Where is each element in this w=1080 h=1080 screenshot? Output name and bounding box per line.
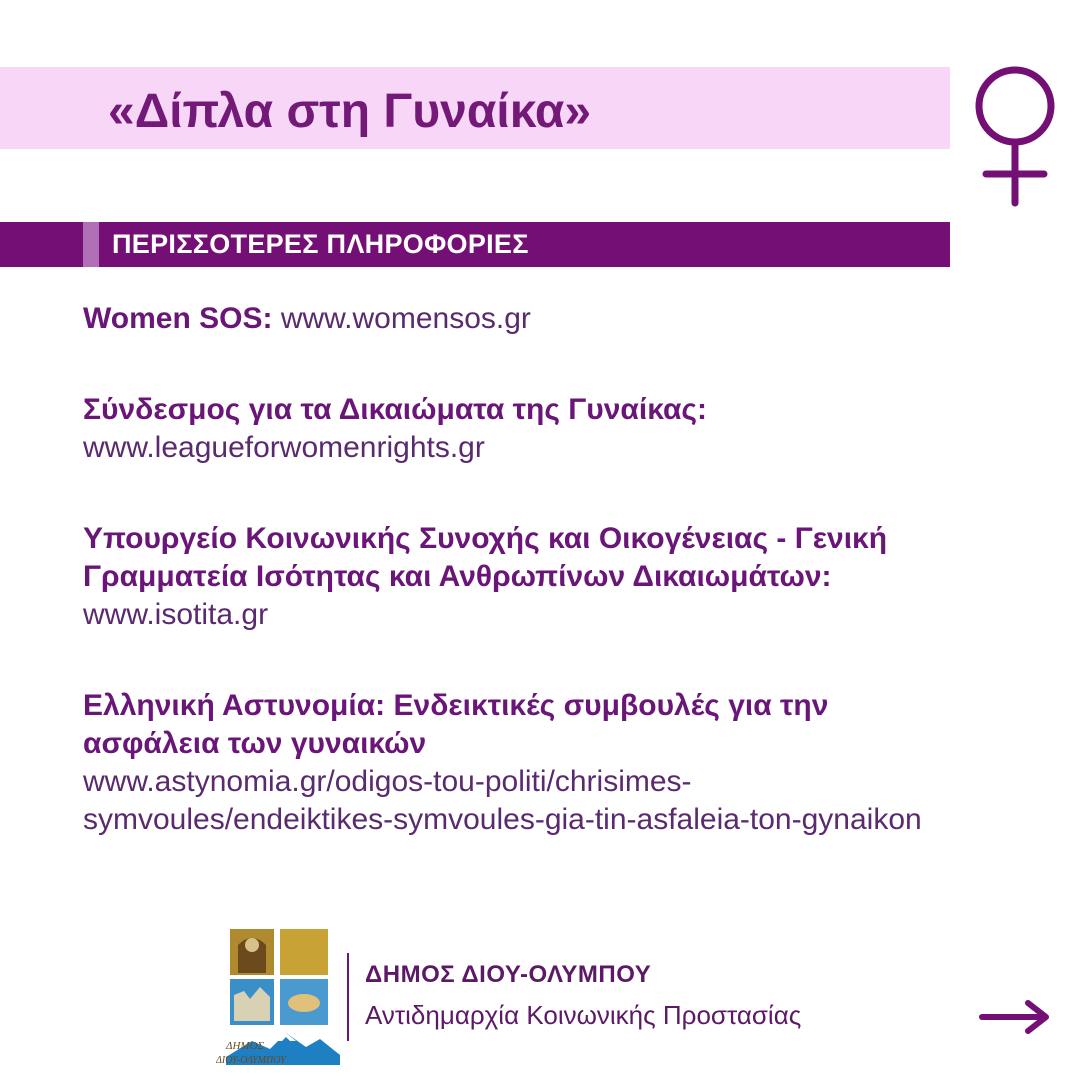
entry-link[interactable]: www.astynomia.gr/odigos-tou-politi/chrisimes-symvoules/endeiktikes-symvoules-gia-tin-asfaleia-ton-gynaikon: [83, 765, 922, 836]
page-title: «Δίπλα στη Γυναίκα»: [108, 85, 592, 138]
section-accent-bar: [83, 222, 99, 267]
info-entry-police: [83, 687, 943, 839]
info-entry-league: [83, 391, 943, 467]
info-list: [83, 300, 943, 892]
entry-label: Women SOS:: [83, 302, 273, 335]
entry-link[interactable]: www.leagueforwomenrights.gr: [83, 431, 485, 464]
entry-label: Υπουργείο Κοινωνικής Συνοχής και Οικογένειας - Γενική Γραμματεία Ισότητας και Ανθρωπίνων Δικαιωμάτων:: [83, 522, 888, 593]
entry-link[interactable]: www.isotita.gr: [83, 598, 269, 631]
logo-text-line1: ΔΗΜΟΣ: [226, 1040, 265, 1052]
entry-label: Ελληνική Αστυνομία: Ενδεικτικές συμβουλές για την ασφάλεια των γυναικών: [83, 689, 829, 760]
org-name: ΔΗΜΟΣ ΔΙΟΥ-ΟΛΥΜΠΟΥ: [365, 961, 652, 988]
section-header: [0, 222, 950, 267]
footer-divider: [347, 953, 349, 1041]
logo-text-line2: ΔΙΟΥ-ΟΛΥΜΠΟΥ: [216, 1055, 286, 1066]
venus-icon: [970, 65, 1060, 210]
section-title: ΠΕΡΙΣΣΟΤΕΡΕΣ ΠΛΗΡΟΦΟΡΙΕΣ: [112, 229, 529, 259]
arrow-right-icon[interactable]: [978, 998, 1052, 1036]
entry-link[interactable]: www.womensos.gr: [280, 302, 531, 335]
municipality-logo: [216, 925, 344, 1070]
entry-label: Σύνδεσμος για τα Δικαιώματα της Γυναίκας:: [83, 393, 707, 426]
info-entry-women-sos: [83, 300, 943, 338]
org-department: Αντιδημαρχία Κοινωνικής Προστασίας: [365, 1000, 802, 1030]
info-entry-ministry: [83, 520, 943, 634]
